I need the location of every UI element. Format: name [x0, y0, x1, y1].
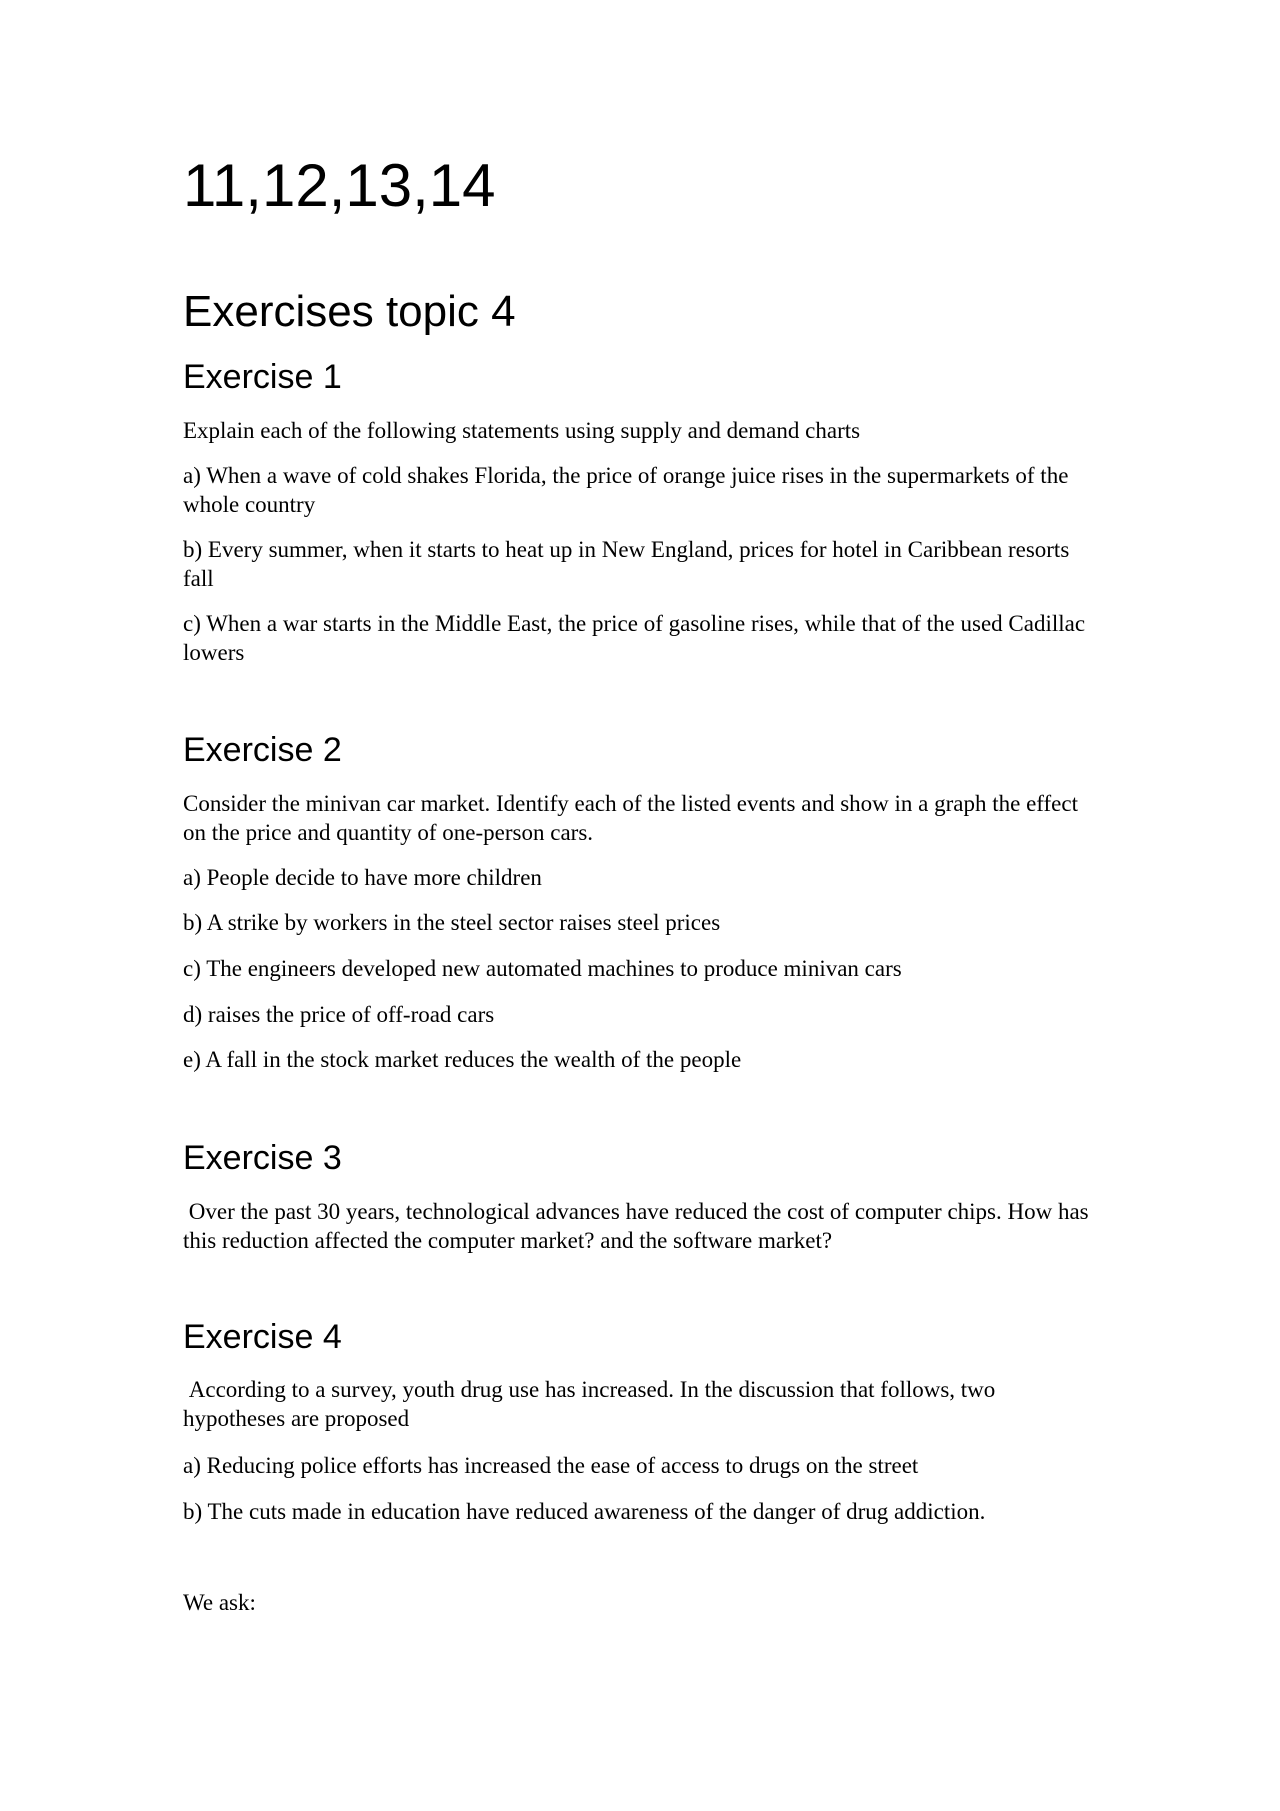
exercise-4-item-a: a) Reducing police efforts has increased the ease of access to drugs on the street: [183, 1453, 919, 1478]
exercise-1-heading: Exercise 1: [183, 358, 342, 396]
exercise-2-heading: Exercise 2: [183, 731, 342, 769]
closing-text: We ask:: [183, 1590, 256, 1615]
exercise-4-item-b: b) The cuts made in education have reduced awareness of the danger of drug addiction.: [183, 1499, 986, 1524]
exercise-2-item-c: c) The engineers developed new automated machines to produce minivan cars: [183, 956, 902, 981]
exercise-2-item-d: d) raises the price of off-road cars: [183, 1002, 495, 1027]
exercise-1-item-b: b) Every summer, when it starts to heat up in New England, prices for hotel in Caribbean resorts fall: [183, 537, 1070, 591]
exercise-4-intro: According to a survey, youth drug use has increased. In the discussion that follows, two hypotheses are proposed: [183, 1377, 1002, 1431]
exercise-2-item-b: b) A strike by workers in the steel sector raises steel prices: [183, 910, 721, 935]
exercise-2-item-e: e) A fall in the stock market reduces the wealth of the people: [183, 1047, 742, 1072]
document-title: 11,12,13,14: [183, 152, 496, 219]
exercise-3-heading: Exercise 3: [183, 1139, 342, 1177]
exercise-2-item-a: a) People decide to have more children: [183, 865, 542, 890]
exercise-1-item-c: c) When a war starts in the Middle East, the price of gasoline rises, while that of the used Cadillac lowers: [183, 611, 1086, 665]
document-page: [183, 0, 1103, 1811]
exercise-1-item-a: a) When a wave of cold shakes Florida, the price of orange juice rises in the supermarkets of the whole country: [183, 463, 1069, 517]
topic-heading: Exercises topic 4: [183, 287, 516, 336]
exercise-2-intro: Consider the minivan car market. Identify each of the listed events and show in a graph the effect on the price and quantity of one-person cars.: [183, 791, 1078, 845]
exercise-3-intro: Over the past 30 years, technological advances have reduced the cost of computer chips. How has this reduction affected the computer market? and the software market?: [183, 1199, 1095, 1253]
exercise-4-heading: Exercise 4: [183, 1318, 342, 1356]
exercise-1-intro: Explain each of the following statements using supply and demand charts: [183, 418, 861, 443]
